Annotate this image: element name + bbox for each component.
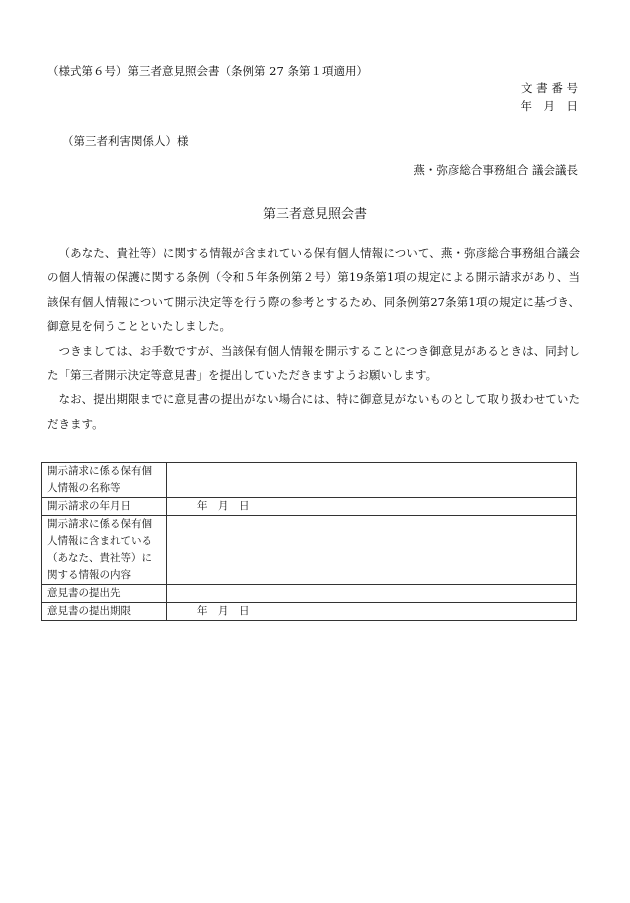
body-text bbox=[47, 241, 580, 436]
body-paragraph-1: （あなた、貴社等）に関する情報が含まれている保有個人情報について、燕・弥彦総合事務組合議会の個人情報の保護に関する条例（令和５年条例第２号）第19条第1項の規定による開示請求があり、当該保有個人情報について開示決定等を行う際の参考とするため、同条例第27条第1項の規定に基づき、御意見を伺うことといたしました。 bbox=[47, 246, 580, 334]
sender: 燕・弥彦総合事務組合 議会議長 bbox=[413, 163, 578, 177]
table-label-cell: 開示請求に係る保有個人情報に含まれている（あなた、貴社等）に関する情報の内容 bbox=[42, 516, 167, 585]
table-label-cell: 意見書の提出先 bbox=[42, 585, 167, 603]
table-row bbox=[42, 603, 577, 621]
addressee: （第三者利害関係人）様 bbox=[62, 134, 189, 148]
table-label-cell: 開示請求の年月日 bbox=[42, 498, 167, 516]
table-row bbox=[42, 498, 577, 516]
table-row bbox=[42, 516, 577, 585]
table-value-cell bbox=[167, 516, 577, 585]
info-table bbox=[41, 462, 577, 621]
table-label-cell: 開示請求に係る保有個人情報の名称等 bbox=[42, 463, 167, 498]
document-title: 第三者意見照会書 bbox=[262, 207, 367, 222]
body-paragraph-3: なお、提出期限までに意見書の提出がない場合には、特に御意見がないものとして取り扱わせていただきます。 bbox=[47, 392, 580, 431]
document-number: 文 書 番 号 bbox=[521, 81, 578, 95]
table-value-cell: 年 月 日 bbox=[167, 498, 577, 516]
table-row bbox=[42, 585, 577, 603]
table-value-cell bbox=[167, 463, 577, 498]
form-number-label: （様式第６号）第三者意見照会書（条例第 27 条第１項適用） bbox=[47, 64, 368, 78]
table-label-cell: 意見書の提出期限 bbox=[42, 603, 167, 621]
body-paragraph-2: つきましては、お手数ですが、当該保有個人情報を開示することにつき御意見があるときは、同封した「第三者開示決定等意見書」を提出していただきますようお願いします。 bbox=[47, 343, 580, 383]
table-row bbox=[42, 463, 577, 498]
table-value-cell bbox=[167, 585, 577, 603]
table-value-cell: 年 月 日 bbox=[167, 603, 577, 621]
document-date: 年 月 日 bbox=[520, 99, 578, 113]
